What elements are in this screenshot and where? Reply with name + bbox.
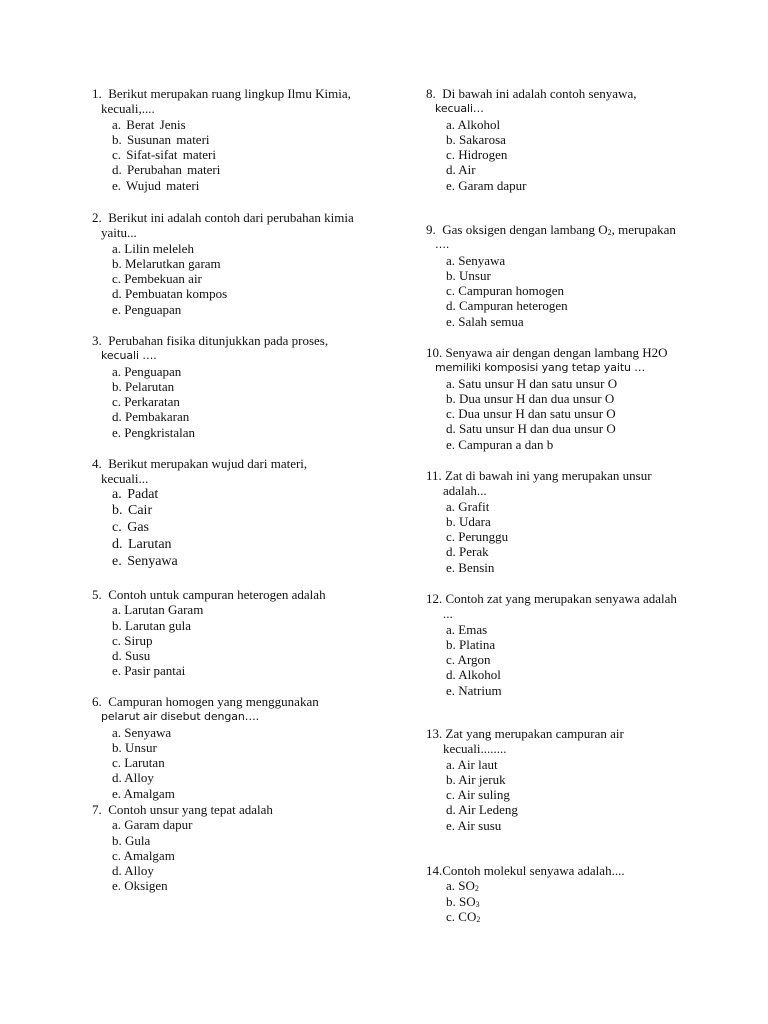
- option-e[interactable]: e. Air susu: [446, 817, 502, 833]
- option-b[interactable]: b. Air jeruk: [446, 771, 506, 787]
- answer-options: [426, 622, 677, 698]
- question-text-end: , merupakan: [611, 222, 676, 237]
- question-stem: [92, 210, 354, 225]
- option-b[interactable]: b. Udara: [446, 513, 491, 529]
- answer-options: [426, 376, 668, 452]
- subscript: 3: [475, 899, 480, 909]
- question-text: Gas oksigen dengan lambang O: [442, 222, 608, 237]
- formula: a. SO: [446, 878, 475, 894]
- option-d[interactable]: d. Pembuatan kompos: [112, 286, 228, 302]
- option-b[interactable]: b. Dua unsur H dan dua unsur O: [446, 390, 615, 406]
- question-number: 2.: [92, 210, 102, 225]
- question-2: [92, 210, 354, 317]
- question-text: Zat di bawah ini yang merupakan unsur: [445, 468, 652, 483]
- question-text: Berikut ini adalah contoh dari perubahan kimia: [108, 210, 354, 225]
- option-c[interactable]: c. Argon: [446, 652, 491, 668]
- subscript: 2: [474, 884, 479, 894]
- option-b[interactable]: b. Melarutkan garam: [112, 255, 221, 271]
- question-continuation: kecuali,....: [101, 101, 155, 117]
- option-e[interactable]: e. Amalgam: [112, 785, 175, 801]
- question-text: Berikut merupakan wujud dari materi,: [108, 456, 308, 471]
- question-continuation: kecuali...: [101, 471, 149, 487]
- option-a[interactable]: a. Lilin meleleh: [112, 240, 194, 256]
- question-stem: [426, 222, 676, 237]
- question-12: [426, 591, 677, 698]
- option-e[interactable]: e. Salah semua: [446, 313, 524, 329]
- question-stem: [426, 345, 668, 360]
- formula: c. CO: [446, 908, 477, 924]
- question-stem: [92, 587, 326, 602]
- question-continuation: memiliki komposisi yang tetap yaitu …: [435, 361, 646, 375]
- answer-options: [92, 602, 326, 678]
- option-e[interactable]: e. Pasir pantai: [112, 663, 186, 679]
- answer-options: [426, 117, 636, 193]
- option-b[interactable]: b. Larutan gula: [112, 617, 192, 633]
- question-text: Di bawah ini adalah contoh senyawa,: [442, 86, 637, 101]
- option-b[interactable]: b. Unsur: [112, 739, 157, 755]
- question-text-end: O: [658, 345, 668, 360]
- option-a[interactable]: a. Larutan Garam: [112, 602, 204, 618]
- question-text: Contoh unsur yang tepat adalah: [108, 802, 273, 817]
- option-e[interactable]: e. Senyawa: [112, 553, 178, 569]
- question-text: Berikut merupakan ruang lingkup Ilmu Kimia,: [108, 86, 351, 101]
- option-a[interactable]: a. Air laut: [446, 756, 498, 772]
- answer-options: [92, 725, 319, 801]
- question-continuation: ….: [435, 238, 450, 252]
- option-b[interactable]: b. Cair: [112, 503, 153, 519]
- option-a[interactable]: a. Garam dapur: [112, 817, 193, 833]
- option-c[interactable]: c. Perunggu: [446, 529, 509, 545]
- option-e[interactable]: e. Penguapan: [112, 301, 182, 317]
- option-b[interactable]: b. Sakarosa: [446, 131, 506, 147]
- question-3: [92, 333, 328, 440]
- answer-options: [92, 241, 354, 317]
- option-c[interactable]: c. Perkaratan: [112, 394, 180, 410]
- subscript: 2: [476, 914, 481, 924]
- option-d[interactable]: d. Alkohol: [446, 667, 501, 683]
- question-text: Campuran homogen yang menggunakan: [108, 694, 319, 709]
- question-number: 4.: [92, 456, 102, 471]
- option-a[interactable]: a. Senyawa: [446, 252, 506, 268]
- option-d[interactable]: d. Air: [446, 162, 476, 178]
- question-continuation: kecuali ….: [101, 349, 157, 363]
- answer-options: [426, 757, 624, 833]
- formula: b. SO: [446, 893, 476, 909]
- option-c[interactable]: [446, 909, 625, 924]
- question-6: [92, 694, 319, 801]
- question-number: 13.: [426, 726, 443, 741]
- answer-options: [92, 487, 307, 571]
- option-d[interactable]: d. Air Ledeng: [446, 802, 518, 818]
- option-c[interactable]: c. Hidrogen: [446, 147, 508, 163]
- answer-options: [92, 817, 273, 893]
- question-text: Perubahan fisika ditunjukkan pada proses,: [108, 333, 329, 348]
- option-c[interactable]: c. Sirup: [112, 632, 153, 648]
- option-d[interactable]: d. Pembakaran: [112, 409, 190, 425]
- question-stem: [426, 86, 636, 101]
- question-stem: [92, 333, 328, 348]
- question-number: 8.: [426, 86, 436, 101]
- answer-options: [426, 499, 652, 575]
- question-number: 6.: [92, 694, 102, 709]
- option-b[interactable]: b. Gula: [112, 832, 151, 848]
- option-b[interactable]: b. Pelarutan: [112, 378, 175, 394]
- option-e[interactable]: e. Pengkristalan: [112, 424, 196, 440]
- question-number: 9.: [426, 222, 436, 237]
- option-d[interactable]: d. Larutan: [112, 536, 172, 552]
- option-a[interactable]: a. Emas: [446, 621, 488, 637]
- option-d[interactable]: d. Alloy: [112, 863, 154, 879]
- option-c[interactable]: c. Gas: [112, 520, 149, 536]
- option-a[interactable]: a. Grafit: [446, 498, 490, 514]
- question-stem: [92, 802, 273, 817]
- option-b[interactable]: [446, 894, 625, 909]
- question-number: 10.: [426, 345, 443, 360]
- question-stem: [426, 863, 625, 878]
- question-text: Contoh zat yang merupakan senyawa adalah: [445, 591, 677, 606]
- option-c[interactable]: c. Campuran homogen: [446, 283, 565, 299]
- answer-options: [92, 364, 328, 440]
- option-d[interactable]: d. Campuran heterogen: [446, 298, 568, 314]
- question-7: [92, 802, 273, 894]
- option-a[interactable]: a. Berat Jenis: [112, 116, 186, 132]
- question-8: [426, 86, 636, 193]
- question-13: [426, 726, 624, 833]
- question-continuation: adalah...: [443, 483, 487, 499]
- option-d[interactable]: d. Perubahan materi: [112, 162, 221, 178]
- option-e[interactable]: e. Garam dapur: [446, 177, 527, 193]
- option-c[interactable]: c. Dua unsur H dan satu unsur O: [446, 406, 616, 422]
- option-c[interactable]: c. Larutan: [112, 755, 165, 771]
- question-number: 3.: [92, 333, 102, 348]
- option-a[interactable]: a. Alkohol: [446, 116, 501, 132]
- option-c[interactable]: c. Air suling: [446, 787, 510, 803]
- option-b[interactable]: b. Unsur: [446, 267, 491, 283]
- question-number: 1.: [92, 86, 102, 101]
- question-stem: [92, 86, 351, 101]
- option-c[interactable]: c. Pembekuan air: [112, 271, 202, 287]
- option-e[interactable]: e. Wujud materi: [112, 177, 200, 193]
- question-stem: [426, 591, 677, 606]
- option-e[interactable]: e. Natrium: [446, 682, 502, 698]
- question-text: Contoh untuk campuran heterogen adalah: [108, 587, 326, 602]
- answer-options: [426, 253, 676, 329]
- option-e[interactable]: e. Oksigen: [112, 878, 168, 894]
- question-number: 5.: [92, 587, 102, 602]
- answer-options: [426, 878, 625, 924]
- answer-options: [92, 117, 351, 193]
- option-e[interactable]: e. Bensin: [446, 559, 495, 575]
- option-a[interactable]: a. Padat: [112, 486, 159, 502]
- question-4: [92, 456, 307, 571]
- option-d[interactable]: d. Susu: [112, 648, 151, 664]
- question-1: [92, 86, 351, 193]
- question-text: Contoh molekul senyawa adalah....: [442, 863, 625, 878]
- question-text: Zat yang merupakan campuran air: [445, 726, 624, 741]
- option-d[interactable]: d. Alloy: [112, 770, 154, 786]
- question-9: [426, 222, 676, 329]
- option-e[interactable]: e. Campuran a dan b: [446, 436, 554, 452]
- question-stem: [426, 468, 652, 483]
- question-continuation: ...: [443, 606, 453, 622]
- question-number: 7.: [92, 802, 102, 817]
- option-b[interactable]: b. Susunan materi: [112, 131, 210, 147]
- option-d[interactable]: d. Perak: [446, 544, 489, 560]
- question-continuation: kecuali........: [443, 741, 507, 757]
- option-a[interactable]: [446, 878, 625, 893]
- question-number: 12.: [426, 591, 443, 606]
- question-number: 11.: [426, 468, 442, 483]
- subscript: 2: [651, 345, 659, 360]
- subscript: 2: [607, 228, 612, 237]
- option-d[interactable]: d. Satu unsur H dan dua unsur O: [446, 421, 616, 437]
- question-11: [426, 468, 652, 575]
- question-continuation: pelarut air disebut dengan….: [101, 710, 260, 724]
- question-5: [92, 587, 326, 679]
- question-stem: [92, 694, 319, 709]
- question-number: 14.: [426, 863, 443, 878]
- option-b[interactable]: b. Platina: [446, 636, 496, 652]
- question-continuation: kecuali…: [435, 102, 484, 116]
- option-c[interactable]: c. Sifat-sifat materi: [112, 147, 216, 163]
- question-14: [426, 863, 625, 924]
- option-a[interactable]: a. Satu unsur H dan satu unsur O: [446, 375, 618, 391]
- option-a[interactable]: a. Senyawa: [112, 724, 172, 740]
- question-stem: [426, 726, 624, 741]
- question-10: [426, 345, 668, 452]
- option-a[interactable]: a. Penguapan: [112, 363, 182, 379]
- question-continuation: yaitu...: [101, 225, 137, 241]
- question-text: Senyawa air dengan dengan lambang H: [445, 345, 652, 360]
- option-c[interactable]: c. Amalgam: [112, 847, 175, 863]
- question-stem: [92, 456, 307, 471]
